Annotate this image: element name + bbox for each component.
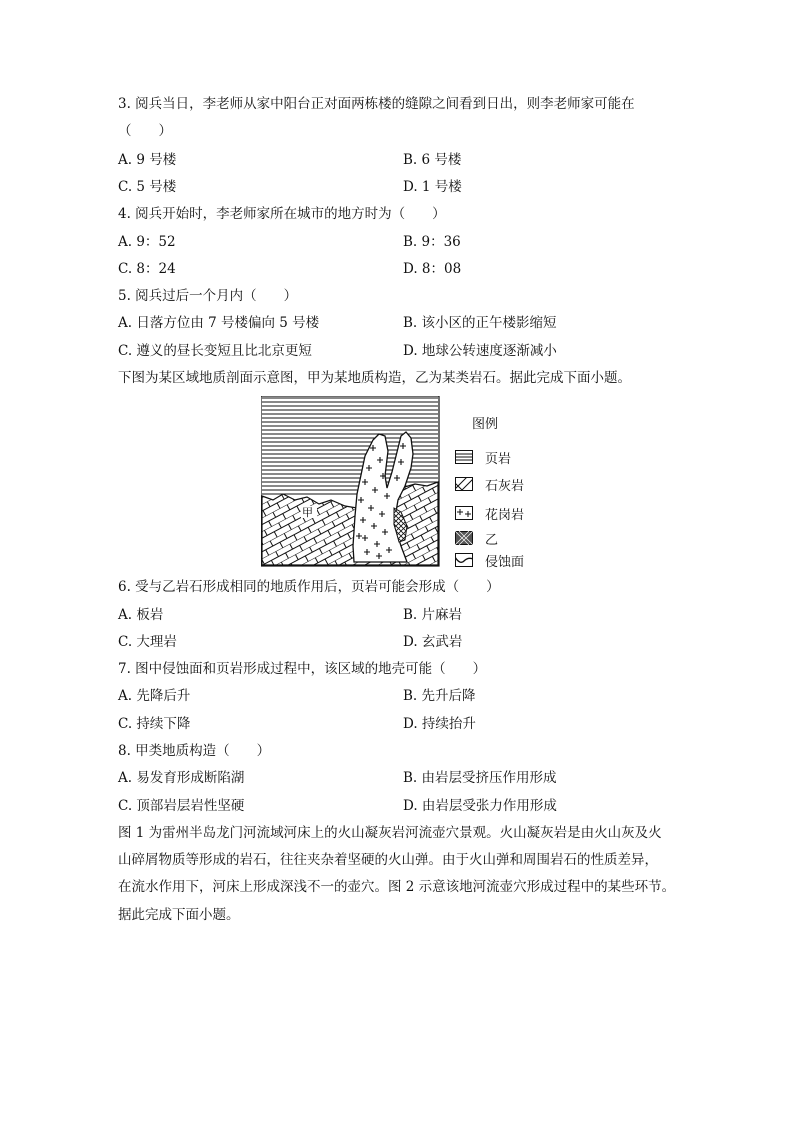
q4-stem: 4. 阅兵开始时，李老师家所在城市的地方时为（ ） [118, 206, 446, 222]
q7-option-c[interactable]: C. 持续下降 [118, 716, 191, 732]
granite-swatch-icon [455, 506, 473, 520]
section-intro-potholes-line3: 在流水作用下，河床上形成深浅不一的壶穴。图 2 示意该地河流壶穴形成过程中的某些环节。 [118, 879, 676, 895]
q7-option-a[interactable]: A. 先降后升 [118, 688, 191, 704]
q7-option-d[interactable]: D. 持续抬升 [403, 716, 476, 732]
q3-option-a[interactable]: A. 9 号楼 [118, 152, 177, 168]
legend-label-yi: 乙 [485, 532, 499, 548]
geologic-section-figure [261, 396, 441, 568]
yi-swatch-icon [455, 531, 473, 545]
erosion-surface-icon [455, 553, 473, 567]
q6-stem: 6. 受与乙岩石形成相同的地质作用后，页岩可能会形成（ ） [118, 579, 500, 595]
q8-stem: 8. 甲类地质构造（ ） [118, 743, 271, 759]
q8-option-c[interactable]: C. 顶部岩层岩性坚硬 [118, 798, 245, 814]
shale-swatch-icon [455, 450, 473, 464]
label-jia: 甲 [302, 506, 313, 519]
legend-label-erosion: 侵蚀面 [485, 554, 525, 570]
q3-stem: 3. 阅兵当日，李老师从家中阳台正对面两栋楼的缝隙之间看到日出，则李老师家可能在 [118, 96, 635, 112]
q5-option-d[interactable]: D. 地球公转速度逐渐减小 [403, 343, 557, 359]
q5-option-c[interactable]: C. 遵义的昼长变短且比北京更短 [118, 343, 312, 359]
section-intro-potholes-line2: 山碎屑物质等形成的岩石，往往夹杂着坚硬的火山弹。由于火山弹和周围岩石的性质差异， [118, 852, 658, 868]
section-intro-potholes-line1: 图 1 为雷州半岛龙门河流域河床上的火山凝灰岩河流壶穴景观。火山凝灰岩是由火山灰及火 [118, 825, 662, 841]
legend-title: 图例 [472, 417, 499, 432]
legend-label-limestone: 石灰岩 [485, 478, 525, 494]
legend-item-limestone [455, 475, 524, 493]
legend-item-erosion [455, 551, 524, 569]
q6-option-c[interactable]: C. 大理岩 [118, 634, 177, 650]
q4-option-c[interactable]: C. 8：24 [118, 261, 176, 277]
section-intro-geology: 下图为某区域地质剖面示意图，甲为某地质构造，乙为某类岩石。据此完成下面小题。 [118, 370, 631, 386]
q6-option-d[interactable]: D. 玄武岩 [403, 634, 463, 650]
q7-option-b[interactable]: B. 先升后降 [403, 688, 476, 704]
q3-option-c[interactable]: C. 5 号楼 [118, 179, 177, 195]
q4-option-d[interactable]: D. 8：08 [403, 261, 462, 277]
q3-paren: （ ） [118, 123, 172, 139]
q5-option-a[interactable]: A. 日落方位由 7 号楼偏向 5 号楼 [118, 315, 320, 331]
q8-option-d[interactable]: D. 由岩层受张力作用形成 [403, 798, 557, 814]
q6-option-a[interactable]: A. 板岩 [118, 607, 164, 623]
legend-label-shale: 页岩 [485, 451, 512, 467]
q4-option-a[interactable]: A. 9：52 [118, 234, 176, 250]
q3-option-b[interactable]: B. 6 号楼 [403, 152, 462, 168]
q5-stem: 5. 阅兵过后一个月内（ ） [118, 288, 298, 304]
q8-option-a[interactable]: A. 易发育形成断陷湖 [118, 770, 245, 786]
q8-option-b[interactable]: B. 由岩层受挤压作用形成 [403, 770, 557, 786]
q4-option-b[interactable]: B. 9：36 [403, 234, 461, 250]
q5-option-b[interactable]: B. 该小区的正午楼影缩短 [403, 315, 557, 331]
q3-option-d[interactable]: D. 1 号楼 [403, 179, 462, 195]
section-intro-potholes-line4: 据此完成下面小题。 [118, 907, 240, 923]
q6-option-b[interactable]: B. 片麻岩 [403, 607, 463, 623]
legend-item-granite [455, 504, 524, 522]
legend-label-granite: 花岗岩 [485, 507, 525, 523]
legend-item-shale [455, 448, 511, 466]
legend-item-yi [455, 529, 498, 547]
q7-stem: 7. 图中侵蚀面和页岩形成过程中，该区域的地壳可能（ ） [118, 661, 487, 677]
limestone-swatch-icon [455, 477, 473, 491]
